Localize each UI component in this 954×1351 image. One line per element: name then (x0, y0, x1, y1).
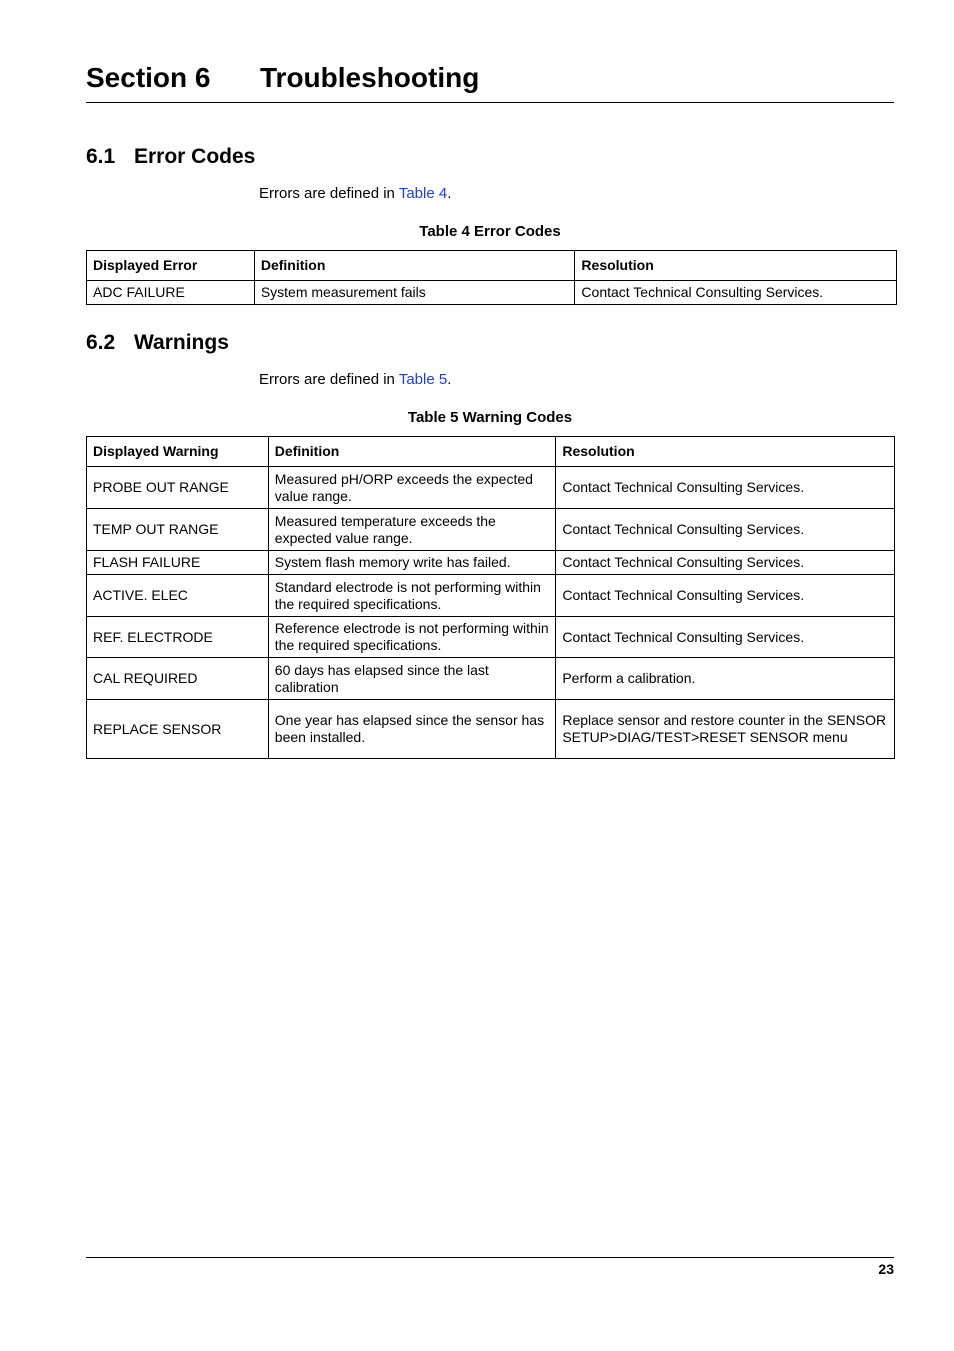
table-row (87, 551, 895, 575)
table-row (87, 467, 895, 509)
section-number: Section 6 (86, 62, 211, 93)
table-4-caption: Table 4 Error Codes (419, 223, 561, 240)
heading-title: Error Codes (134, 145, 256, 168)
table-header-row (87, 437, 895, 467)
table-cell: Contact Technical Consulting Services. (575, 281, 897, 305)
table-4-link[interactable]: Table 4 (398, 185, 448, 202)
table-cell: System flash memory write has failed. (268, 551, 556, 575)
table-row (87, 658, 895, 700)
table-cell: Measured temperature exceeds the expected value range. (268, 509, 556, 551)
table-cell: One year has elapsed since the sensor has been installed. (268, 700, 556, 759)
table-cell: CAL REQUIRED (87, 658, 269, 700)
heading-warnings (86, 329, 229, 357)
heading-error-codes (86, 143, 255, 171)
table-header-row (87, 251, 897, 281)
column-header: Definition (254, 251, 575, 281)
table-cell: REF. ELECTRODE (87, 617, 269, 658)
intro-text: Errors are defined in (259, 371, 399, 388)
table-row (87, 281, 897, 305)
table-cell: FLASH FAILURE (87, 551, 269, 575)
table-cell: TEMP OUT RANGE (87, 509, 269, 551)
column-header: Definition (268, 437, 556, 467)
section-name: Troubleshooting (260, 62, 480, 93)
table-cell: Standard electrode is not performing within the required specifications. (268, 575, 556, 617)
column-header: Resolution (556, 437, 895, 467)
table-cell: REPLACE SENSOR (87, 700, 269, 759)
error-codes-intro (259, 184, 451, 204)
table-cell: 60 days has elapsed since the last calibration (268, 658, 556, 700)
header-rule (86, 102, 894, 103)
column-header: Displayed Warning (87, 437, 269, 467)
column-header: Displayed Error (87, 251, 255, 281)
page-number: 23 (878, 1261, 894, 1277)
table-5-caption: Table 5 Warning Codes (407, 409, 573, 426)
table-row (87, 700, 895, 759)
heading-number: 6.1 (86, 145, 116, 168)
table-row (87, 575, 895, 617)
table-cell: Contact Technical Consulting Services. (556, 617, 895, 658)
warning-codes-table (86, 436, 895, 759)
table-cell: PROBE OUT RANGE (87, 467, 269, 509)
table-row (87, 509, 895, 551)
table-row (87, 617, 895, 658)
intro-suffix: . (447, 185, 452, 202)
intro-suffix: . (447, 371, 452, 388)
table-cell: Contact Technical Consulting Services. (556, 551, 895, 575)
table-cell: Reference electrode is not performing within the required specifications. (268, 617, 556, 658)
heading-number: 6.2 (86, 331, 116, 354)
footer-rule (86, 1257, 894, 1258)
table-cell: Replace sensor and restore counter in the SENSOR SETUP>DIAG/TEST>RESET SENSOR menu (556, 700, 895, 759)
column-header: Resolution (575, 251, 897, 281)
intro-text: Errors are defined in (259, 185, 399, 202)
error-codes-table (86, 250, 897, 305)
table-cell: Contact Technical Consulting Services. (556, 467, 895, 509)
heading-title: Warnings (134, 331, 229, 354)
table-cell: ADC FAILURE (87, 281, 255, 305)
table-5-link[interactable]: Table 5 (398, 371, 448, 388)
warnings-intro (259, 370, 451, 390)
table-cell: Contact Technical Consulting Services. (556, 575, 895, 617)
table-cell: Contact Technical Consulting Services. (556, 509, 895, 551)
table-cell: System measurement fails (254, 281, 575, 305)
table-cell: Perform a calibration. (556, 658, 895, 700)
table-cell: Measured pH/ORP exceeds the expected value range. (268, 467, 556, 509)
table-cell: ACTIVE. ELEC (87, 575, 269, 617)
section-title (86, 58, 894, 98)
